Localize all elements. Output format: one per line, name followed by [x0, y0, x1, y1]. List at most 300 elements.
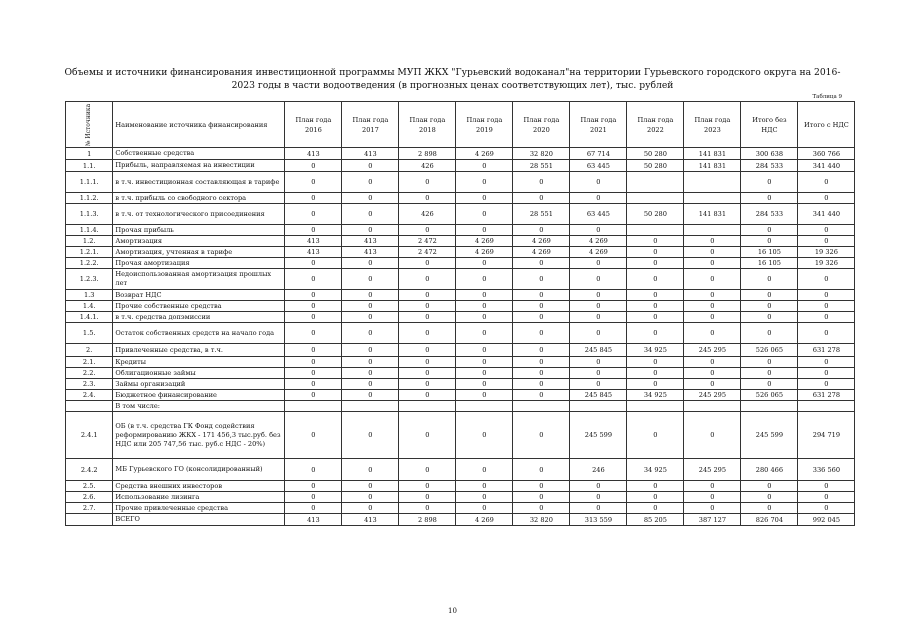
row-value [399, 401, 456, 412]
row-value: 0 [513, 368, 570, 379]
row-name: Возврат НДС [113, 290, 285, 301]
row-value: 28 551 [513, 204, 570, 225]
row-value: 0 [342, 344, 399, 357]
row-value: 67 714 [570, 148, 627, 160]
row-value: 0 [627, 290, 684, 301]
row-value: 0 [627, 412, 684, 459]
row-value: 4 269 [456, 236, 513, 247]
row-value: 0 [798, 357, 855, 368]
header-year: План года 2021 [570, 102, 627, 148]
row-value: 0 [798, 236, 855, 247]
row-value: 34 925 [627, 459, 684, 481]
row-number: 1.1. [66, 160, 113, 172]
row-value: 0 [741, 172, 798, 193]
row-value: 0 [741, 193, 798, 204]
row-name: Остаток собственных средств на начало года [113, 323, 285, 344]
row-value: 32 820 [513, 148, 570, 160]
row-value: 85 205 [627, 514, 684, 526]
row-number: 1.2.1. [66, 247, 113, 258]
row-value: 0 [513, 379, 570, 390]
row-value: 0 [513, 492, 570, 503]
row-number: 1.2. [66, 236, 113, 247]
row-value: 0 [741, 323, 798, 344]
row-number: 1.5. [66, 323, 113, 344]
row-value: 0 [798, 368, 855, 379]
row-value: 0 [513, 225, 570, 236]
row-value [627, 172, 684, 193]
row-value: 0 [342, 503, 399, 514]
row-value: 0 [513, 503, 570, 514]
row-value: 0 [342, 172, 399, 193]
row-value: 32 820 [513, 514, 570, 526]
row-value: 0 [798, 172, 855, 193]
row-value: 0 [570, 258, 627, 269]
row-value: 0 [285, 269, 342, 290]
row-value: 0 [342, 357, 399, 368]
row-value: 0 [513, 412, 570, 459]
row-value: 0 [627, 492, 684, 503]
row-name: В том числе: [113, 401, 285, 412]
row-name: Бюджетное финансирование [113, 390, 285, 401]
row-number: 2.1. [66, 357, 113, 368]
row-value: 0 [285, 481, 342, 492]
row-value: 0 [285, 172, 342, 193]
row-value: 0 [627, 301, 684, 312]
row-value: 0 [684, 236, 741, 247]
row-name: Средства внешних инвесторов [113, 481, 285, 492]
row-value: 313 559 [570, 514, 627, 526]
row-value: 0 [513, 312, 570, 323]
row-value: 19 326 [798, 258, 855, 269]
row-name: Облигационные займы [113, 368, 285, 379]
row-value: 0 [285, 323, 342, 344]
row-value: 0 [570, 312, 627, 323]
row-value: 0 [570, 193, 627, 204]
row-value: 0 [399, 379, 456, 390]
header-year: План года 2020 [513, 102, 570, 148]
row-value: 0 [570, 269, 627, 290]
row-value: 0 [285, 258, 342, 269]
row-value: 0 [684, 368, 741, 379]
row-value: 0 [456, 160, 513, 172]
row-value: 28 551 [513, 160, 570, 172]
document-title: Объемы и источники финансирования инвестиционной программы МУП ЖКХ "Гурьевский водоканал"на территории Гурьевского городского округа на 2016-2023 годы в части водоотведения (в прогнозных ценах соответствующих лет), тыс. рублей [64, 67, 841, 91]
row-value: 4 269 [456, 514, 513, 526]
row-value: 0 [798, 301, 855, 312]
row-number: 2.4.2 [66, 459, 113, 481]
row-value: 0 [741, 301, 798, 312]
row-value: 0 [342, 193, 399, 204]
row-value: 0 [741, 269, 798, 290]
row-value: 141 831 [684, 204, 741, 225]
row-number: 1.1.2. [66, 193, 113, 204]
row-value: 0 [798, 481, 855, 492]
header-year: План года 2017 [342, 102, 399, 148]
row-value: 0 [570, 368, 627, 379]
row-value: 280 466 [741, 459, 798, 481]
table-row [66, 225, 855, 236]
row-value: 413 [285, 236, 342, 247]
row-value: 4 269 [513, 236, 570, 247]
row-value: 0 [513, 344, 570, 357]
row-name: Прочая амортизация [113, 258, 285, 269]
row-value: 245 845 [570, 344, 627, 357]
row-number: 1.1.4. [66, 225, 113, 236]
row-value: 0 [399, 258, 456, 269]
row-name: в т.ч. прибыль со свободного сектора [113, 193, 285, 204]
row-value: 0 [513, 269, 570, 290]
row-value: 0 [456, 193, 513, 204]
header-year: План года 2019 [456, 102, 513, 148]
row-value: 0 [456, 481, 513, 492]
row-value: 0 [570, 481, 627, 492]
row-value: 0 [684, 481, 741, 492]
row-value: 0 [741, 379, 798, 390]
row-value: 2 898 [399, 514, 456, 526]
row-value: 0 [456, 357, 513, 368]
row-value: 0 [798, 193, 855, 204]
row-value [285, 401, 342, 412]
table-row [66, 301, 855, 312]
table-row [66, 412, 855, 459]
row-value: 526 065 [741, 390, 798, 401]
row-value: 413 [285, 247, 342, 258]
row-value: 336 560 [798, 459, 855, 481]
row-value: 50 280 [627, 148, 684, 160]
row-number: 1.1.1. [66, 172, 113, 193]
row-value: 141 831 [684, 148, 741, 160]
table-header-row [66, 102, 855, 148]
row-number: 2.4. [66, 390, 113, 401]
row-value: 0 [513, 172, 570, 193]
row-number: 1.3 [66, 290, 113, 301]
table-row [66, 148, 855, 160]
row-value: 360 766 [798, 148, 855, 160]
row-value: 0 [570, 379, 627, 390]
table-row [66, 312, 855, 323]
row-value [684, 193, 741, 204]
row-number: 1.4. [66, 301, 113, 312]
row-value: 0 [342, 481, 399, 492]
row-number: 2.5. [66, 481, 113, 492]
row-value [684, 401, 741, 412]
table-row [66, 258, 855, 269]
row-value: 16 105 [741, 258, 798, 269]
row-value: 0 [456, 172, 513, 193]
row-name: Прочие собственные средства [113, 301, 285, 312]
row-value: 0 [570, 290, 627, 301]
row-value: 0 [570, 323, 627, 344]
row-value: 4 269 [570, 236, 627, 247]
row-value: 4 269 [456, 247, 513, 258]
row-value: 300 638 [741, 148, 798, 160]
row-value [513, 401, 570, 412]
row-value: 0 [399, 503, 456, 514]
row-value: 0 [285, 160, 342, 172]
row-value: 0 [342, 492, 399, 503]
row-name: Недоиспользованная амортизация прошлых лет [113, 269, 285, 290]
row-value: 0 [285, 390, 342, 401]
row-value: 0 [684, 258, 741, 269]
row-value: 0 [513, 193, 570, 204]
row-value: 0 [627, 357, 684, 368]
row-value: 0 [798, 225, 855, 236]
row-value: 826 704 [741, 514, 798, 526]
row-value: 0 [342, 368, 399, 379]
row-value: 631 278 [798, 344, 855, 357]
row-value: 2 472 [399, 247, 456, 258]
row-value: 0 [684, 492, 741, 503]
table-row [66, 503, 855, 514]
table-row [66, 368, 855, 379]
row-value: 0 [399, 412, 456, 459]
row-value: 413 [342, 148, 399, 160]
row-value: 0 [798, 379, 855, 390]
row-number: 2.4.1 [66, 412, 113, 459]
row-name: МБ Гурьевского ГО (консолидированный) [113, 459, 285, 481]
row-value: 0 [399, 225, 456, 236]
row-number: 1.2.3. [66, 269, 113, 290]
row-value: 0 [399, 459, 456, 481]
header-year: План года 2023 [684, 102, 741, 148]
row-value: 2 472 [399, 236, 456, 247]
row-value: 0 [570, 172, 627, 193]
row-value: 294 719 [798, 412, 855, 459]
row-value: 16 105 [741, 247, 798, 258]
row-value [342, 401, 399, 412]
row-value: 0 [456, 412, 513, 459]
row-number: 2.6. [66, 492, 113, 503]
header-total-vat: Итого с НДС [798, 102, 855, 148]
row-value: 63 445 [570, 160, 627, 172]
page-number: 10 [448, 607, 457, 615]
row-name: Амортизация [113, 236, 285, 247]
row-value: 0 [741, 225, 798, 236]
table-row [66, 481, 855, 492]
row-value: 0 [798, 323, 855, 344]
row-value: 245 599 [570, 412, 627, 459]
row-number [66, 401, 113, 412]
row-value: 246 [570, 459, 627, 481]
row-value: 4 269 [570, 247, 627, 258]
row-value: 0 [684, 290, 741, 301]
row-number: 2.3. [66, 379, 113, 390]
row-value: 0 [456, 301, 513, 312]
row-value: 0 [456, 323, 513, 344]
row-number: 1.4.1. [66, 312, 113, 323]
row-name: в т.ч. инвестиционная составляющая в тарифе [113, 172, 285, 193]
row-value: 0 [627, 312, 684, 323]
table-row [66, 492, 855, 503]
table-row [66, 357, 855, 368]
row-name: Прибыль, направляемая на инвестиции [113, 160, 285, 172]
row-value: 0 [570, 301, 627, 312]
row-name: в т.ч. средства допэмиссии [113, 312, 285, 323]
row-name: Прочая прибыль [113, 225, 285, 236]
row-value: 0 [513, 390, 570, 401]
row-value: 0 [342, 390, 399, 401]
row-value: 0 [513, 301, 570, 312]
table-row [66, 269, 855, 290]
row-value: 413 [342, 247, 399, 258]
row-value: 0 [798, 492, 855, 503]
row-value [741, 401, 798, 412]
table-row [66, 193, 855, 204]
row-value: 0 [513, 357, 570, 368]
table-row [66, 323, 855, 344]
row-value: 413 [285, 514, 342, 526]
row-value: 0 [798, 503, 855, 514]
table-row [66, 379, 855, 390]
row-value: 0 [399, 390, 456, 401]
row-value: 0 [342, 258, 399, 269]
row-value: 0 [399, 301, 456, 312]
row-number: 2.7. [66, 503, 113, 514]
row-value: 0 [342, 312, 399, 323]
row-value: 0 [513, 459, 570, 481]
row-value: 0 [456, 225, 513, 236]
row-value: 34 925 [627, 344, 684, 357]
row-value: 0 [741, 481, 798, 492]
row-value: 0 [627, 247, 684, 258]
row-name: Амортизация, учтенная в тарифе [113, 247, 285, 258]
row-value: 245 599 [741, 412, 798, 459]
row-value: 0 [342, 459, 399, 481]
row-value: 0 [285, 492, 342, 503]
table-row [66, 390, 855, 401]
row-value: 0 [741, 290, 798, 301]
row-value: 0 [684, 379, 741, 390]
row-value: 0 [684, 301, 741, 312]
row-number: 2.2. [66, 368, 113, 379]
table-row [66, 236, 855, 247]
row-value: 413 [342, 236, 399, 247]
row-value: 631 278 [798, 390, 855, 401]
row-value: 0 [456, 368, 513, 379]
row-value [627, 225, 684, 236]
row-name: ВСЕГО [113, 514, 285, 526]
header-year: План года 2018 [399, 102, 456, 148]
row-value: 0 [342, 204, 399, 225]
row-value: 0 [684, 412, 741, 459]
table-row [66, 514, 855, 526]
row-value: 0 [456, 379, 513, 390]
row-value [684, 172, 741, 193]
row-value: 0 [798, 290, 855, 301]
row-value: 0 [456, 258, 513, 269]
row-value: 0 [399, 357, 456, 368]
row-value: 0 [285, 312, 342, 323]
row-value: 0 [399, 290, 456, 301]
table-row [66, 160, 855, 172]
row-value: 0 [399, 323, 456, 344]
row-value: 0 [798, 269, 855, 290]
row-value: 0 [456, 390, 513, 401]
row-value: 0 [399, 481, 456, 492]
row-value: 0 [627, 269, 684, 290]
row-value: 0 [570, 225, 627, 236]
row-value: 0 [456, 459, 513, 481]
row-value: 0 [684, 269, 741, 290]
header-name: Наименование источника финансирования [113, 102, 285, 148]
row-name: ОБ (в т.ч. средства ГК Фонд содействия реформированию ЖКХ - 171 456,3 тыс.руб. без НДС или 205 747,56 тыс. руб.с НДС - 20%) [113, 412, 285, 459]
row-value: 19 326 [798, 247, 855, 258]
row-value: 0 [741, 492, 798, 503]
row-value: 63 445 [570, 204, 627, 225]
row-value: 245 295 [684, 344, 741, 357]
row-value: 0 [456, 290, 513, 301]
row-value: 0 [684, 247, 741, 258]
row-value: 0 [342, 290, 399, 301]
row-value: 0 [741, 236, 798, 247]
table-tag: Таблица 9 [812, 94, 842, 100]
row-value [627, 401, 684, 412]
row-value: 0 [684, 312, 741, 323]
row-value: 0 [285, 503, 342, 514]
row-value: 426 [399, 160, 456, 172]
row-value: 0 [399, 172, 456, 193]
row-value: 0 [741, 312, 798, 323]
financing-table [65, 101, 855, 526]
row-value: 4 269 [456, 148, 513, 160]
row-value: 0 [513, 323, 570, 344]
row-value: 0 [570, 357, 627, 368]
row-name: Прочие привлеченные средства [113, 503, 285, 514]
row-value: 0 [399, 492, 456, 503]
row-value: 0 [285, 301, 342, 312]
row-value: 0 [684, 503, 741, 514]
row-value: 0 [627, 379, 684, 390]
table-row [66, 290, 855, 301]
row-value: 341 440 [798, 204, 855, 225]
row-value: 0 [456, 312, 513, 323]
row-value: 0 [684, 323, 741, 344]
row-value: 0 [741, 503, 798, 514]
row-number: 1.1.3. [66, 204, 113, 225]
row-value: 0 [513, 258, 570, 269]
row-value: 0 [285, 225, 342, 236]
row-name: Кредиты [113, 357, 285, 368]
row-value: 413 [285, 148, 342, 160]
row-value: 0 [285, 368, 342, 379]
row-value: 0 [285, 459, 342, 481]
row-value: 0 [342, 269, 399, 290]
row-value: 0 [570, 492, 627, 503]
row-value: 141 831 [684, 160, 741, 172]
row-value: 0 [798, 312, 855, 323]
row-name: Привлеченные средства, в т.ч. [113, 344, 285, 357]
header-year: План года 2022 [627, 102, 684, 148]
row-value [627, 193, 684, 204]
row-value: 0 [684, 357, 741, 368]
row-value: 0 [285, 344, 342, 357]
row-value: 0 [342, 160, 399, 172]
row-value: 0 [399, 344, 456, 357]
row-value: 0 [399, 368, 456, 379]
row-value: 0 [513, 481, 570, 492]
row-name: в т.ч. от технологического присоединения [113, 204, 285, 225]
row-value: 0 [342, 301, 399, 312]
row-value: 0 [285, 412, 342, 459]
table-row [66, 247, 855, 258]
row-value: 341 440 [798, 160, 855, 172]
row-name: Собственные средства [113, 148, 285, 160]
row-value: 0 [285, 357, 342, 368]
row-value: 0 [741, 368, 798, 379]
row-value: 0 [342, 379, 399, 390]
row-name: Использование лизинга [113, 492, 285, 503]
row-number: 1 [66, 148, 113, 160]
